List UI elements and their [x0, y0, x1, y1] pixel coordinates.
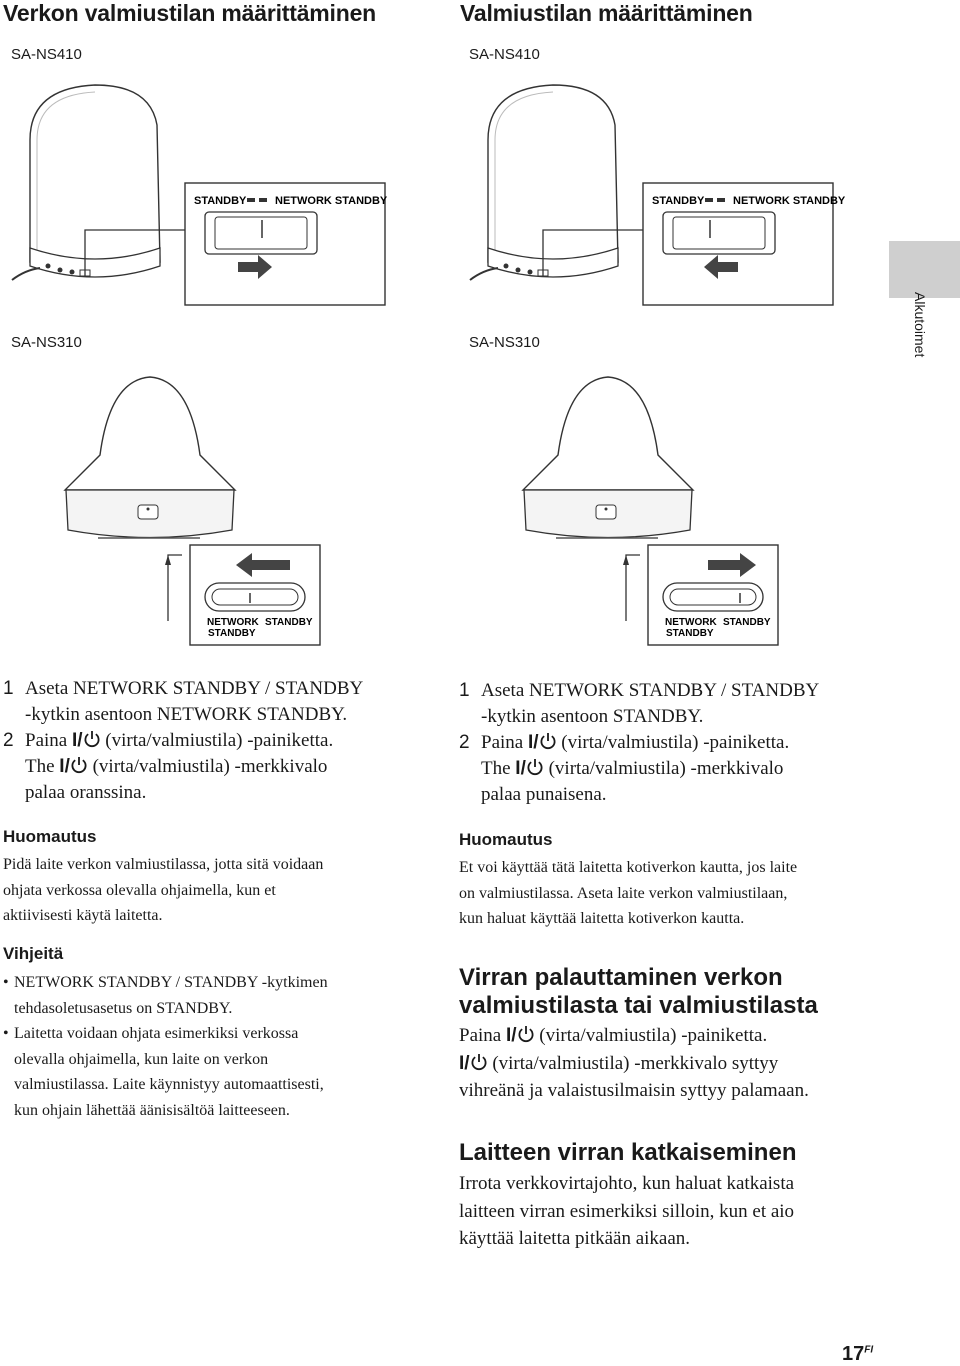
left-step-1-num: 1: [3, 678, 14, 699]
right-title: Valmiustilan määrittäminen: [460, 0, 753, 26]
right-model-ns410: SA-NS410: [469, 46, 540, 63]
right-sec2-post: (virta/valmiustila) -painiketta.: [539, 1025, 768, 1046]
left-step-2-line2-pre: The: [25, 756, 55, 777]
left-step-2-pre: Paina: [25, 730, 68, 751]
left-ns410-illustration: [0, 80, 420, 315]
right-sec2-title: [459, 964, 899, 1020]
left-step-1-line-a: Aseta NETWORK STANDBY / STANDBY: [25, 678, 364, 699]
right-sec2-title-line-2: valmiustilasta tai valmiustilasta: [459, 992, 818, 1019]
left-ns310-label-standby-b: STANDBY: [265, 617, 313, 628]
right-step-1-num: 1: [459, 680, 470, 701]
power-icon: [70, 756, 88, 774]
page-number-suffix: FI: [864, 1344, 874, 1356]
right-sec2-pre: Paina: [459, 1025, 502, 1046]
power-bar-symbol: I/: [459, 1052, 470, 1074]
page-number: [842, 1343, 873, 1366]
right-ns410-label-network-standby: NETWORK STANDBY: [733, 195, 846, 207]
left-step-2-num: 2: [3, 730, 14, 751]
left-steps: [3, 676, 433, 806]
right-sec2-line-2: [459, 1050, 899, 1078]
left-step-2-line-2: [25, 754, 433, 780]
left-model-ns310: SA-NS310: [11, 334, 82, 351]
power-icon: [526, 758, 544, 776]
right-ns310-illustration: [458, 355, 878, 655]
power-bar-symbol: I/: [59, 756, 70, 777]
right-step-2-pre: Paina: [481, 732, 524, 753]
right-sec2-line-1: [459, 1022, 899, 1050]
right-note-line-2: on valmiustilassa. Aseta laite verkon valmiustilaan,: [459, 884, 788, 902]
left-tip-1: [3, 970, 443, 1021]
left-tip-2: [3, 1021, 443, 1123]
right-note-heading: Huomautus: [459, 830, 553, 849]
right-sec2-body: [459, 1022, 899, 1105]
left-note-heading: Huomautus: [3, 827, 97, 846]
right-step-2-line-3: palaa punaisena.: [481, 784, 607, 805]
left-step-1-line-b: -kytkin asentoon NETWORK STANDBY.: [25, 704, 348, 725]
right-ns410-label-standby: STANDBY: [652, 195, 705, 207]
power-bar-symbol: I/: [527, 732, 539, 753]
left-step-1: [3, 676, 433, 728]
left-note-line-1: Pidä laite verkon valmiustilassa, jotta sitä voidaan: [3, 856, 324, 873]
left-tip-1-line-1: NETWORK STANDBY / STANDBY -kytkimen: [14, 974, 328, 991]
right-sec2-line-2-post: (virta/valmiustila) -merkkivalo syttyy: [492, 1052, 779, 1074]
left-note: [3, 852, 433, 929]
left-step-2-post: (virta/valmiustila) -painiketta.: [105, 730, 334, 751]
side-tab-label: Alkutoimet: [912, 292, 928, 358]
right-note-line-3: kun haluat käyttää laitetta kotiverkon kautta.: [459, 910, 745, 927]
right-step-2-line2-post: (virta/valmiustila) -merkkivalo: [548, 758, 784, 779]
left-tip-2-line-2: olevalla ohjaimella, kun laite on verkon: [14, 1050, 269, 1068]
right-sec3-title: Laitteen virran katkaiseminen: [459, 1139, 797, 1166]
left-ns410-label-network-standby: NETWORK STANDBY: [275, 195, 388, 207]
left-title: Verkon valmiustilan määrittäminen: [3, 0, 377, 26]
left-tip-2-line-4: kun ohjain lähettää äänisisältöä laitteeseen.: [14, 1101, 290, 1119]
right-step-1: [459, 678, 899, 730]
right-steps: [459, 678, 899, 808]
right-ns310-label-standby-a: STANDBY: [666, 628, 714, 639]
right-sec3-line-3: käyttää laitetta pitkään aikaan.: [459, 1228, 691, 1249]
left-tip-2-line-1: Laitetta voidaan ohjata esimerkiksi verkossa: [14, 1025, 299, 1042]
power-bar-symbol: I/: [71, 730, 83, 751]
right-sec3-line-2: laitteen virran esimerkiksi silloin, kun et aio: [459, 1200, 795, 1222]
side-tab: [889, 241, 960, 298]
left-ns310-label-network: NETWORK: [207, 617, 259, 628]
left-step-2: [3, 728, 433, 806]
page-number-value: 17: [842, 1343, 865, 1365]
left-ns410-label-standby: STANDBY: [194, 195, 247, 207]
power-bar-symbol: I/: [515, 758, 526, 779]
power-icon: [470, 1053, 488, 1071]
left-tips: [3, 970, 443, 1123]
power-icon: [517, 1025, 535, 1043]
right-step-2-num: 2: [459, 732, 470, 753]
power-icon: [83, 730, 101, 748]
left-step-2-line2-post: (virta/valmiustila) -merkkivalo: [92, 756, 328, 777]
right-sec2-title-line-1: Virran palauttaminen verkon: [459, 964, 783, 991]
right-step-2-line-1: [481, 730, 899, 756]
right-step-2-line-2: [481, 756, 899, 782]
right-step-1-line-a: Aseta NETWORK STANDBY / STANDBY: [481, 680, 820, 701]
left-ns310-illustration: [0, 355, 420, 655]
right-step-1-line-b: -kytkin asentoon STANDBY.: [481, 706, 704, 727]
right-note-line-1: Et voi käyttää tätä laitetta kotiverkon kautta, jos laite: [459, 859, 798, 876]
right-sec3-line-1: Irrota verkkovirtajohto, kun haluat katkaista: [459, 1173, 795, 1194]
left-model-ns410: SA-NS410: [11, 46, 82, 63]
right-step-2-line2-pre: The: [481, 758, 511, 779]
bullet-dot: •: [3, 974, 9, 991]
left-tip-1-line-2: tehdasoletusasetus on STANDBY.: [14, 999, 233, 1017]
right-ns310-label-network: NETWORK: [665, 617, 717, 628]
left-step-2-line-1: [25, 728, 433, 754]
left-note-line-3: aktiivisesti käytä laitetta.: [3, 907, 163, 924]
right-step-2-post: (virta/valmiustila) -painiketta.: [561, 732, 790, 753]
power-icon: [539, 732, 557, 750]
left-ns310-label-standby-a: STANDBY: [208, 628, 256, 639]
right-step-2: [459, 730, 899, 808]
power-bar-symbol: I/: [505, 1025, 517, 1046]
right-ns410-illustration: [458, 80, 878, 315]
right-ns310-label-standby-b: STANDBY: [723, 617, 771, 628]
left-note-line-2: ohjata verkossa olevalla ohjaimella, kun et: [3, 881, 276, 899]
left-step-2-line-3: palaa oranssina.: [25, 782, 147, 803]
right-model-ns310: SA-NS310: [469, 334, 540, 351]
left-tips-heading: Vihjeitä: [3, 944, 64, 963]
left-tip-2-line-3: valmiustilassa. Laite käynnistyy automaattisesti,: [14, 1076, 324, 1093]
right-sec2-line-3: vihreänä ja valaistusilmaisin syttyy palamaan.: [459, 1080, 809, 1101]
right-sec3-body: [459, 1170, 899, 1253]
right-note: [459, 855, 899, 932]
bullet-dot: •: [3, 1025, 9, 1042]
